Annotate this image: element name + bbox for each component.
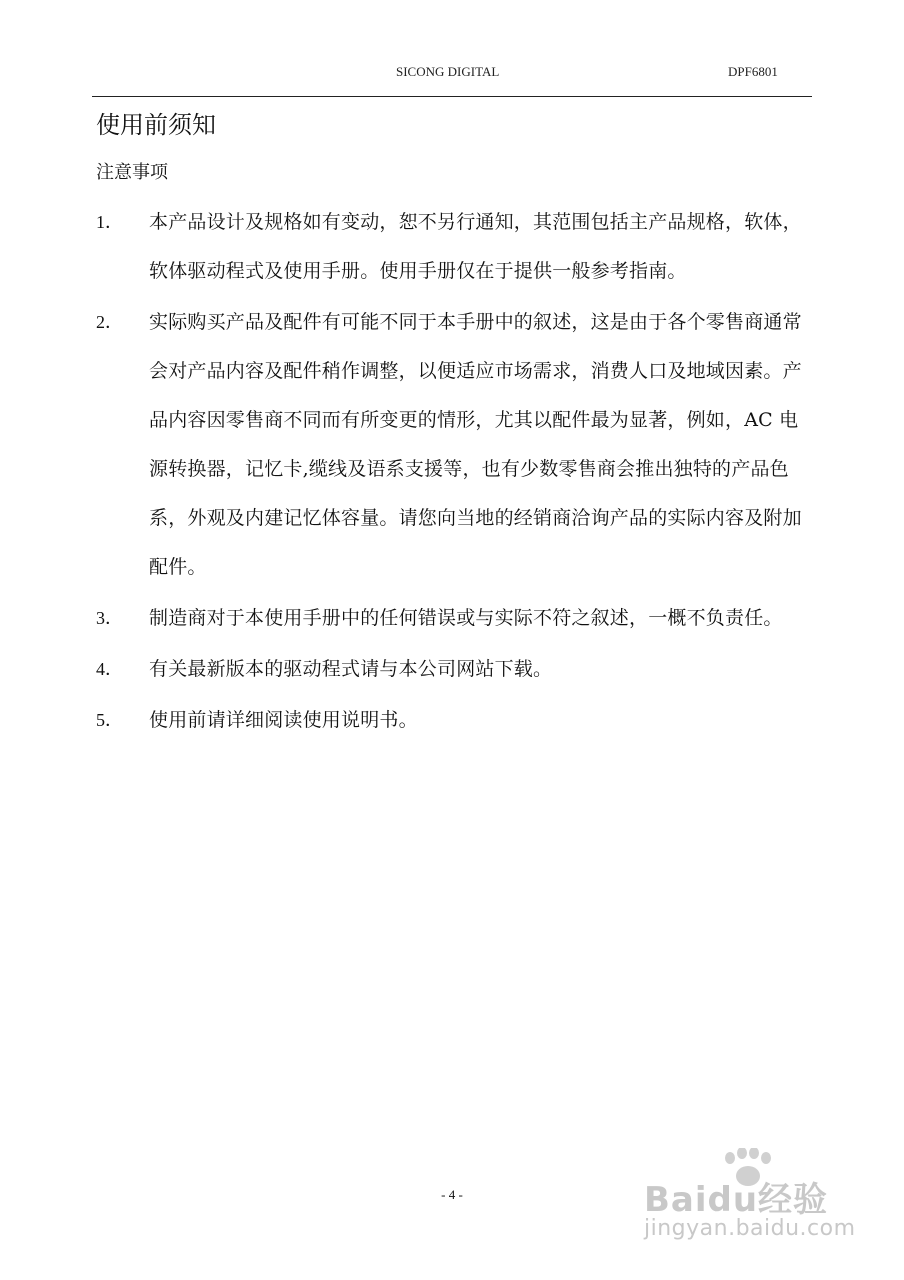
list-item-text: 制造商对于本使用手册中的任何错误或与实际不符之叙述，一概不负责任。: [149, 607, 783, 629]
header-brand: SICONG DIGITAL: [396, 64, 500, 79]
list-item-text: 有关最新版本的驱动程式请与本公司网站下载。: [149, 658, 553, 680]
list-item-number: 5．: [96, 710, 123, 730]
baidu-jingyan-watermark: [640, 1150, 880, 1250]
list-item: [96, 594, 816, 643]
section-heading: 注意事项: [96, 162, 168, 183]
list-item: [96, 198, 816, 296]
page-number: - 4 -: [441, 1187, 463, 1202]
list-item-text: 本产品设计及规格如有变动，恕不另行通知，其范围包括主产品规格，软体，软体驱动程式及使用手册。使用手册仅在于提供一般参考指南。: [149, 211, 802, 282]
list-item-number: 2．: [96, 312, 123, 332]
list-item-number: 1．: [96, 212, 123, 232]
list-item-text: 使用前请详细阅读使用说明书。: [149, 709, 418, 731]
list-item-text: 实际购买产品及配件有可能不同于本手册中的叙述，这是由于各个零售商通常会对产品内容及配件稍作调整，以便适应市场需求，消费人口及地域因素。产品内容因零售商不同而有所变更的情形，尤其以配件最为显著，例如，AC 电源转换器，记忆卡,缆线及语系支援等，也有少数零售商会推出独特的产品色系，外观及内建记忆体容量。请您向当地的经销商洽询产品的实际内容及附加配件。: [149, 311, 802, 578]
watermark-logo-text: Baidu经验: [644, 1180, 829, 1220]
header-model-number: DPF6801: [728, 64, 778, 79]
list-item-number: 3．: [96, 608, 123, 628]
list-item: [96, 696, 816, 745]
page-title: 使用前须知: [96, 111, 216, 139]
watermark-url: jingyan.baidu.com: [644, 1216, 856, 1241]
header-divider: [92, 96, 812, 97]
notice-list: [96, 198, 816, 747]
list-item: [96, 645, 816, 694]
list-item: [96, 298, 816, 592]
list-item-number: 4．: [96, 659, 123, 679]
